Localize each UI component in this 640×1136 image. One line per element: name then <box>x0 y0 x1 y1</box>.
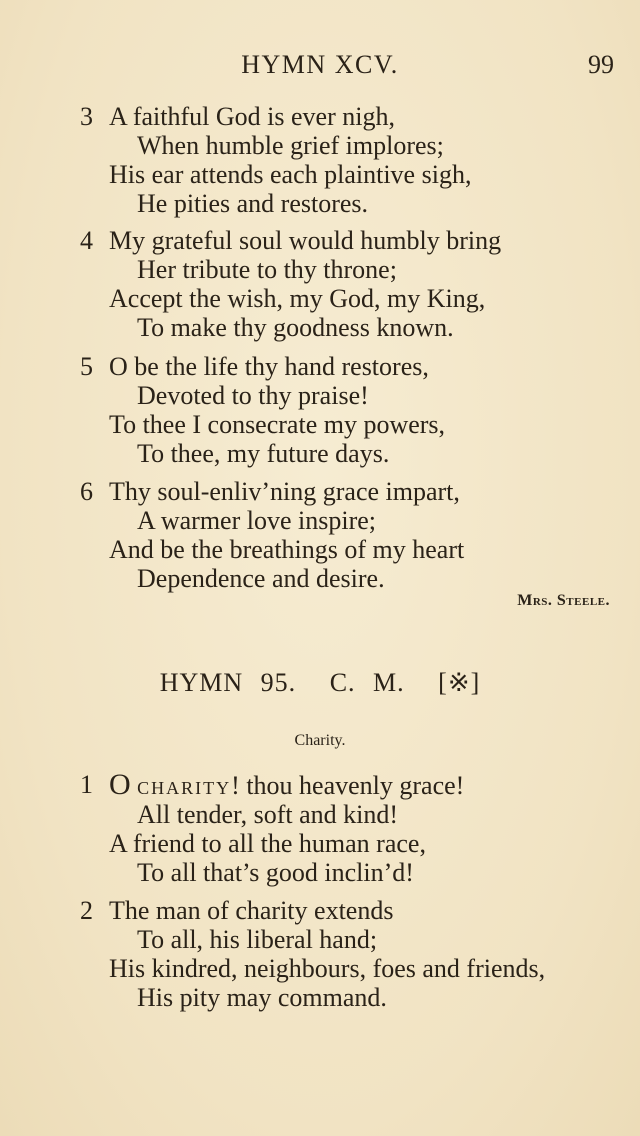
verse-line: A warmer love inspire; <box>137 506 376 535</box>
verse-line: A faithful God is ever nigh, <box>109 102 395 131</box>
verse-line: The man of charity extends <box>109 896 394 925</box>
verse-line: His kindred, neighbours, foes and friends, <box>109 954 546 983</box>
verse-line: A friend to all the human race, <box>109 829 426 858</box>
hymn-mark: [※] <box>438 668 481 697</box>
verse-line: His pity may command. <box>137 983 387 1012</box>
verse-number: 1 <box>80 770 93 799</box>
verse-line: Dependence and desire. <box>137 564 385 593</box>
verse-1 <box>0 770 640 887</box>
verse-line: He pities and restores. <box>137 189 369 218</box>
verse-line: Her tribute to thy throne; <box>137 255 397 284</box>
verse-2 <box>0 896 640 1012</box>
verse-number: 4 <box>80 226 93 255</box>
verse-first-line <box>0 770 640 800</box>
verse-line: Accept the wish, my God, my King, <box>109 284 486 313</box>
verse-line: To all that’s good inclin’d! <box>137 858 414 887</box>
verse-number: 2 <box>80 896 93 925</box>
verse-line: O be the life thy hand restores, <box>109 352 429 381</box>
hymn-meter: C. M. <box>329 668 405 697</box>
verse-5 <box>0 352 640 468</box>
verse-line: All tender, soft and kind! <box>137 800 399 829</box>
verse-line: To thee I consecrate my powers, <box>109 410 446 439</box>
hymn-number: HYMN 95. <box>159 668 297 697</box>
first-line-rest: ! thou heavenly grace! <box>231 771 465 800</box>
verse-line: And be the breathings of my heart <box>109 535 465 564</box>
verse-4 <box>0 226 640 342</box>
verse-number: 5 <box>80 352 93 381</box>
hymn-heading <box>0 668 640 698</box>
hymn-subject: Charity. <box>294 732 346 749</box>
verse-number: 3 <box>80 102 93 131</box>
verse-number: 6 <box>80 477 93 506</box>
verse-line: Thy soul-enliv’ning grace impart, <box>109 477 460 506</box>
verse-line: To thee, my future days. <box>137 439 390 468</box>
verse-line: To all, his liberal hand; <box>137 925 378 954</box>
running-title: HYMN XCV. <box>241 50 399 79</box>
small-caps-word: charity <box>137 771 232 800</box>
page-number: 99 <box>588 50 614 79</box>
verse-line: When humble grief implores; <box>137 131 444 160</box>
verse-3 <box>0 102 640 218</box>
verse-line: My grateful soul would humbly bring <box>109 226 502 255</box>
author-attribution: Mrs. Steele. <box>517 592 610 609</box>
verse-6 <box>0 477 640 593</box>
verse-line: Devoted to thy praise! <box>137 381 369 410</box>
drop-cap: O <box>109 768 131 801</box>
verse-line: His ear attends each plaintive sigh, <box>109 160 472 189</box>
verse-line: To make thy goodness known. <box>137 313 454 342</box>
